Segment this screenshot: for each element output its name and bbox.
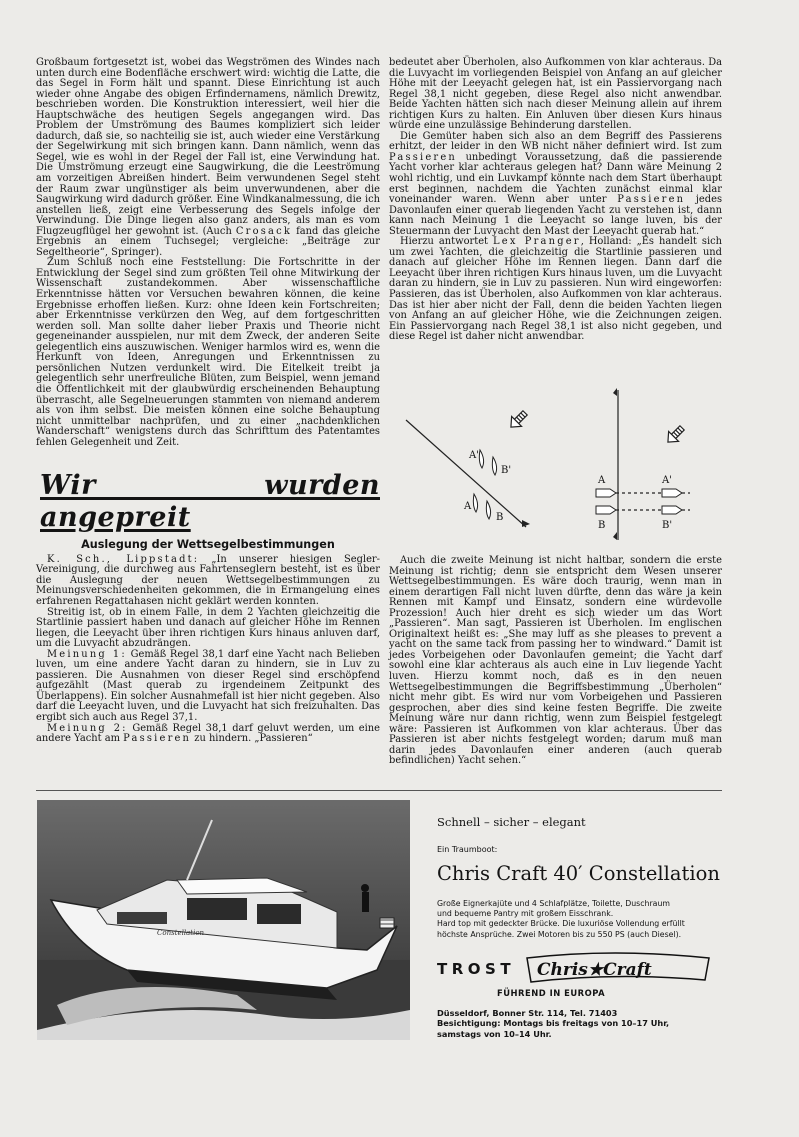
wind-arrow-icon [663,423,687,447]
ad-tagline: Schnell – sicher – elegant [437,815,586,829]
paragraph: Auch die zweite Meinung ist nicht haltbar, sondern die erste Meinung ist richtig; denn sie entspricht dem Wesen unserer Wettsegelbestimmungen. Es wäre doch traurig, wenn man in einem derartigen Fall nicht luven dürfte, denn das wäre ja kein Rennen mit Kampf und Einsatz, sondern eine würdevolle Prozession! Auch hier dreht es sich wieder um das Wort „Passieren“. Man sagt, Passieren ist Überholen. Im englischen Originaltext heißt es: „She may luff as she pleases to prevent a yacht on the same tack from passing her to windward.“ Damit ist jedes Vorbeigehen oder Davonlaufen gemeint; die Yacht darf sowohl eine klar achteraus als auch eine in Luv liegende Yacht luven. Hierzu kommt noch, daß es in den neuen Wettsegelbestimmungen die Begriffsbestimmung „Überholen“ nicht mehr gibt. Es wird nur vom Vorbeigehen und Passieren gesprochen, aber dies sind keine festen Begriffe. Die zweite Meinung wäre nur dann richtig, wenn zum Beispiel festgelegt wäre: Passieren ist Aufkommen von klar achteraus. Über das Passieren ist aber nichts festgelegt worden; darum muß man darin jedes Davonlaufen einer anderen (auch querab befindlichen) Yacht sehen.“ [389,555,722,767]
person-name: Crosack [235,225,292,237]
wind-arrow-icon [506,408,530,432]
ad-description: Große Eignerkajüte und 4 Schlafplätze, Toilette, Duschraum und bequeme Pantry mit großem Eisschrank. Hard top mit gedeckter Brücke. Die luxuriöse Vollendung erfüllt höchste Ansprüche. Zwei Motoren bis zu 550 PS (auch Diesel). [437,899,685,939]
paragraph: Die Gemüter haben sich also an dem Begriff des Passierens erhitzt, der leider in den WB nicht näher definiert wird. Ist zum Passieren unbedingt Voraussetzung, daß die passierende Yacht vorher klar achteraus gelegen hat? Dann wäre Meinung 2 wohl richtig, und ein Luvkampf könnte nach dem Start überhaupt erst beginnen, nachdem die Yachten zunächst einmal klar voneinander waren. Wenn aber unter Passieren jedes Davonlaufen einer querab liegenden Yacht zu verstehen ist, dann kann nach Meinung 1 die Leeyacht so lange luven, bis der Steuermann der Luvyacht den Mast der Leeyacht querab hat.“ [389,130,723,237]
diagram-label: A [464,501,472,512]
paragraph: Großbaum fortgesetzt ist, wobei das Wegströmen des Windes nach unten durch eine Bodenfläche erschwert wird: wichtig die Latte, die das Segel in Form hält und spannt. Diese Einrichtung ist auch wieder ohne Angabe des obigen Erfindernamens, nämlich Drewitz, beschrieben worden. Die Konstruktion interessiert, weil hier die Hauptschwäche des heutigen Segels angegangen wird. Das Problem der Umströmung des Baumes kompliziert sich leider dadurch, daß sie, so nachteilig sie ist, auch wieder eine Verstärkung der Segelwirkung mit sich bringen kann. Dann nämlich, wenn das Segel, wie es wohl in der Regel der Fall ist, eine Verwindung hat. Die Umströmung erzeugt eine Saugwirkung, die die Leeströmung am vorzeitigen Abreißen hindert. Beim verwundenen Segel steht der Raum zwar ungünstiger als beim unverwundenen, aber die Saugwirkung wird dadurch größer. Eine Windkanalmessung, die ich anstellen ließ, zeigt eine Verbesserung des Segels infolge der Verwindung. Die Dinge liegen also ganz anders, als man es vom Flugzeugflügel her gewohnt ist. (Auch Crosack fand das gleiche Ergebnis an einem Tuchsegel; vergleiche: „Beiträge zur Segeltheorie“, Springer). [36,57,380,258]
boat-icon [662,506,682,514]
paragraph: Meinung 1: Gemäß Regel 38,1 darf eine Yacht nach Belieben luven, um eine andere Yacht daran zu hindern, sie in Luv zu passieren. Die Ausnahmen von dieser Regel sind erschöpfend aufgezählt (Mast querab zu irgendeinem Zeitpunkt des Überlappens). Ein solcher Ausnahmefall ist hier nicht gegeben. Also darf die Leeyacht luven, und die Luvyacht hat sich freizuhalten. Das ergibt sich auch aus Regel 37,1. [36,648,381,723]
sail-icon [486,501,490,519]
diagram-label: A [598,475,606,486]
paragraph: Hierzu antwortet Lex Pranger, Holland: „Es handelt sich um zwei Yachten, die gleichzeitig die Startlinie passieren und danach auf gleicher Höhe im Rennen liegen. Dann darf die Leeyacht über ihren richtigen Kurs hinaus luven, um die Luvyacht daran zu hindern, sie in Luv zu passieren. Nun wird eingeworfen: Passieren, das ist Überholen, also Aufkommen von klar achteraus. Das ist hier aber nicht der Fall, denn die beiden Yachten liegen von Anfang an auf gleicher Höhe, wie die Zeichnungen zeigen. Ein Passiervorgang nach Regel 38,1 ist also nicht gegeben, und diese Regel ist daher nicht anwendbar. [389,236,722,343]
sail-icon [492,457,496,475]
paragraph: Meinung 2: Gemäß Regel 38,1 darf geluvt werden, um eine andere Yacht am Passieren zu hindern. „Passieren“ [36,722,381,745]
opinion-label: Meinung 1: [47,648,127,660]
diagram-label: B [598,520,606,531]
flag-icon [522,520,530,527]
diagram-label: A' [469,450,479,461]
diagram-label: B [496,512,504,523]
author-name: K. Sch., Lippstadt: [47,553,200,565]
ad-address: Düsseldorf, Bonner Str. 114, Tel. 71403 Besichtigung: Montags bis freitags von 10–17 Uhr, samstags von 10–14 Uhr. [437,1007,670,1039]
diagram-label: B' [501,465,512,476]
ad-brand-row [437,952,737,986]
flag-icon [613,388,617,396]
ad-label: Ein Traumboot: [437,845,498,854]
brand-name: TROST [437,959,516,978]
opinion-label: Meinung 2: [47,722,128,734]
boat-icon [596,506,616,514]
divider [36,790,722,791]
paragraph: Streitig ist, ob in einem Falle, in dem 2 Yachten gleichzeitig die Startlinie passiert haben und danach auf gleicher Höhe im Rennen liegen, die Leeyacht über ihren richtigen Kurs hinaus anluven darf, um die Luvyacht abzudrängen. [36,606,380,650]
diagram-label: A' [662,475,672,486]
diagram-label: B' [662,520,673,531]
paragraph: bedeutet aber Überholen, also Aufkommen von klar achteraus. Da die Luvyacht im vorliegenden Beispiel von Anfang an auf gleicher Höhe mit der Leeyacht gelegen hat, ist ein Passiervorgang nach Regel 38,1 nicht gegeben, diese Regel also nicht anwendbar. Beide Yachten hätten sich nach dieser Meinung allein auf ihrem richtigen Kurs zu halten. Ein Anluven über diesen Kurs hinaus würde eine unzulässige Behinderung darstellen. [389,57,722,132]
right-column [389,58,722,343]
sailing-rules-diagram [400,380,730,550]
section-headline: Wir wurden angepreit [40,470,380,534]
section-subhead: Auslegung der Wettsegelbestimmungen [81,538,335,552]
sail-icon [473,494,477,512]
chris-craft-logo [523,952,713,986]
ad-product-name: Chris Craft 40′ Constellation [437,862,720,885]
flag-icon [613,532,617,540]
left-column [36,58,380,745]
paragraph: K. Sch., Lippstadt: „In unserer hiesigen Segler-Vereinigung, die durchweg aus Fahrtenseglern besteht, ist es über die Auslegung der neuen Wettsegelbestimmungen zu Meinungsverschiedenheiten gekommen, die in Ermangelung eines erfahrenen Regattahasen nicht geklärt werden konnten. [36,553,380,607]
hull-lettering: Constellation [157,929,205,937]
boat-icon [662,489,682,497]
boat-icon [596,489,616,497]
right-column-continued [389,556,722,767]
person-name: Lex Pranger [493,236,581,248]
paragraph: Zum Schluß noch eine Feststellung: Die Fortschritte in der Entwicklung der Segel sind zum größten Teil ohne Mitwirkung der Wissenschaft zustandekommen. Aber wissenschaftliche Erkenntnisse hätten vor Versuchen bewahren können, die keine Ergebnisse erhoffen ließen. Kurz: ohne Ideen kein Fortschreiten; aber Erkenntnisse verkürzen den Weg, auf dem fortgeschritten werden soll. Man sollte daher lieber Praxis und Theorie nicht gegeneinander ausspielen, nur mit dem Zweck, der anderen Seite gelegentlich eins auszuwischen. Weniger harmlos wird es, wenn die Herkunft von Ideen, Anregungen und Erkenntnissen zu persönlichen Nutzen verdunkelt wird. Die Eitelkeit treibt ja gelegentlich sehr unerfreuliche Blüten, zum Beispiel, wenn jemand die Öffentlichkeit mit der glaubwürdig erscheinenden Behauptung überrascht, alle Segelneuerungen stammten von niemand anderem als von ihm selbst. Die meisten können eine solche Behauptung nicht unmittelbar nachprüfen, und zu einer „nachdenklichen Wanderschaft“ wenigstens durch das Schrifttum des Patentamtes fehlen Gelegenheit und Zeit. [36,257,380,448]
advertisement [437,815,737,1039]
sail-icon [479,450,483,468]
boat-photo [37,800,410,1040]
svg-text:Chris★Craft: Chris★Craft [537,959,652,980]
brand-slogan: FÜHREND IN EUROPA [497,987,606,998]
